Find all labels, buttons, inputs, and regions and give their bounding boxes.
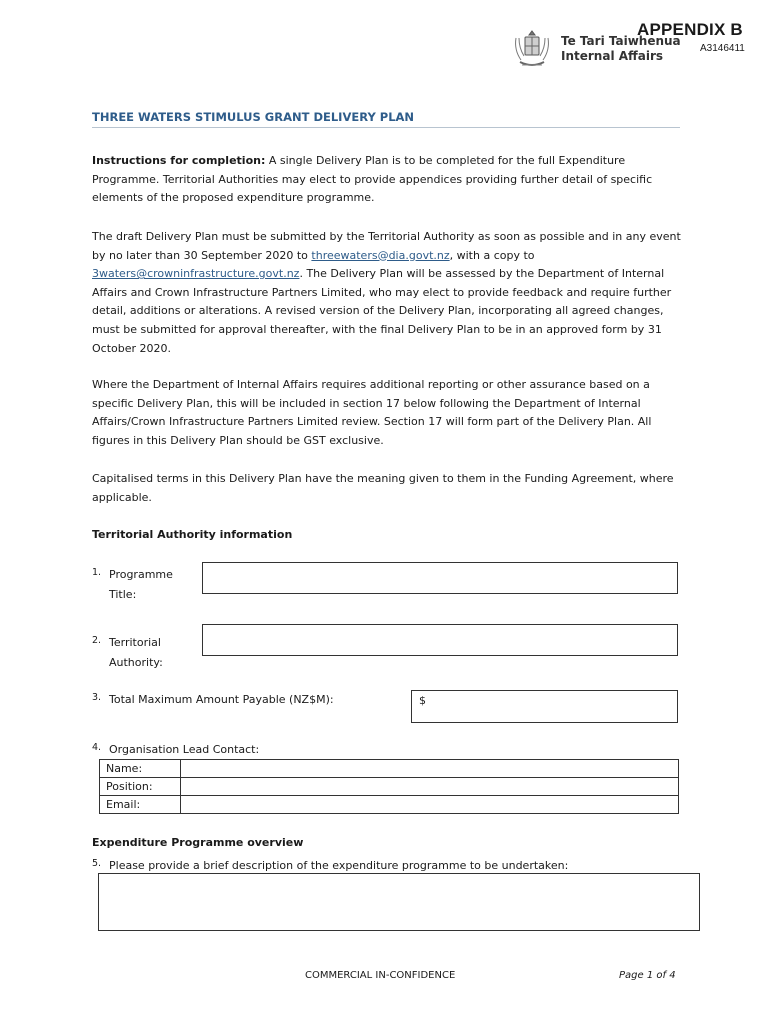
email-link-threewaters[interactable]: threewaters@dia.govt.nz [311, 248, 450, 262]
label-line: Territorial [109, 636, 161, 649]
appendix-label: APPENDIX B [637, 20, 743, 39]
contact-position-field[interactable] [181, 778, 679, 796]
terms-paragraph: Capitalised terms in this Delivery Plan have the meaning given to them in the Funding Agreement, where applicable. [92, 472, 674, 504]
programme-title-field[interactable] [202, 562, 678, 594]
instructions-paragraph [92, 152, 684, 208]
department-name-english: Internal Affairs [561, 49, 664, 63]
question-number: 4. [92, 742, 102, 753]
question-number: 3. [92, 692, 102, 703]
document-title: THREE WATERS STIMULUS GRANT DELIVERY PLAN [92, 110, 415, 124]
department-name-maori: Te Tari Taiwhenua [561, 34, 681, 48]
submission-text-a: The draft Delivery Plan must be submitted by the Territorial Authority as soon as possible and in any event by no later than 30 September 2020 to [92, 230, 681, 262]
nz-crest-icon [510, 28, 554, 72]
submission-paragraph [92, 228, 684, 358]
department-name [561, 34, 681, 64]
label-line: Programme [109, 568, 173, 581]
instructions-text: A single Delivery Plan is to be completed for the full Expenditure Programme. Territorial Authorities may elect to provide appendices providing further detail of specific elements of the proposed expenditure programme. [92, 154, 653, 205]
instructions-heading: Instructions for completion: [92, 154, 266, 167]
question-number: 5. [92, 858, 102, 869]
contact-email-field[interactable] [181, 796, 679, 814]
email-link-crowninfrastructure[interactable]: 3waters@crowninfrastructure.govt.nz [92, 267, 300, 281]
section-heading-expenditure: Expenditure Programme overview [92, 836, 304, 849]
document-reference: A3146411 [700, 43, 745, 54]
reporting-paragraph: Where the Department of Internal Affairs requires additional reporting or other assurance based on a specific Delivery Plan, this will be included in section 17 below following the Department of Internal Affairs/Crown Infrastructure Partners Limited review. Section 17 will form part of the Delivery Plan. All figures in this Delivery Plan should be GST exclusive. [92, 378, 652, 447]
programme-title-label [109, 565, 173, 604]
programme-description-label: Please provide a brief description of the expenditure programme to be undertaken: [109, 859, 569, 872]
question-number: 1. [92, 567, 102, 578]
max-amount-field[interactable]: $ [411, 690, 678, 723]
label-line: Authority: [109, 655, 163, 669]
lead-contact-table [99, 759, 679, 814]
table-row [100, 778, 679, 796]
lead-contact-label: Organisation Lead Contact: [109, 743, 260, 756]
classification-footer: COMMERCIAL IN-CONFIDENCE [305, 970, 456, 981]
title-underline [92, 127, 680, 128]
page-number: Page 1 of 4 [619, 970, 676, 981]
programme-description-field[interactable] [98, 873, 700, 931]
section-heading-ta-info: Territorial Authority information [92, 528, 293, 541]
territorial-authority-field[interactable] [202, 624, 678, 656]
label-line: Title: [109, 587, 137, 601]
territorial-authority-label [109, 633, 163, 672]
submission-text-c: . The Delivery Plan will be assessed by the Department of Internal Affairs and Crown Infrastructure Partners Limited, who may elect to provide feedback and require further detail, additions or alterations. A revised version of the Delivery Plan, incorporating all agreed changes, must be submitted for approval thereafter, with the final Delivery Plan to be in an approved form by 31 October 2020. [92, 267, 672, 355]
table-row [100, 760, 679, 778]
max-amount-label: Total Maximum Amount Payable (NZ$M): [109, 693, 334, 706]
question-number: 2. [92, 635, 102, 646]
contact-name-label: Name: [100, 760, 181, 778]
contact-position-label: Position: [100, 778, 181, 796]
table-row [100, 796, 679, 814]
contact-email-label: Email: [100, 796, 181, 814]
contact-name-field[interactable] [181, 760, 679, 778]
submission-text-b: , with a copy to [449, 248, 535, 262]
